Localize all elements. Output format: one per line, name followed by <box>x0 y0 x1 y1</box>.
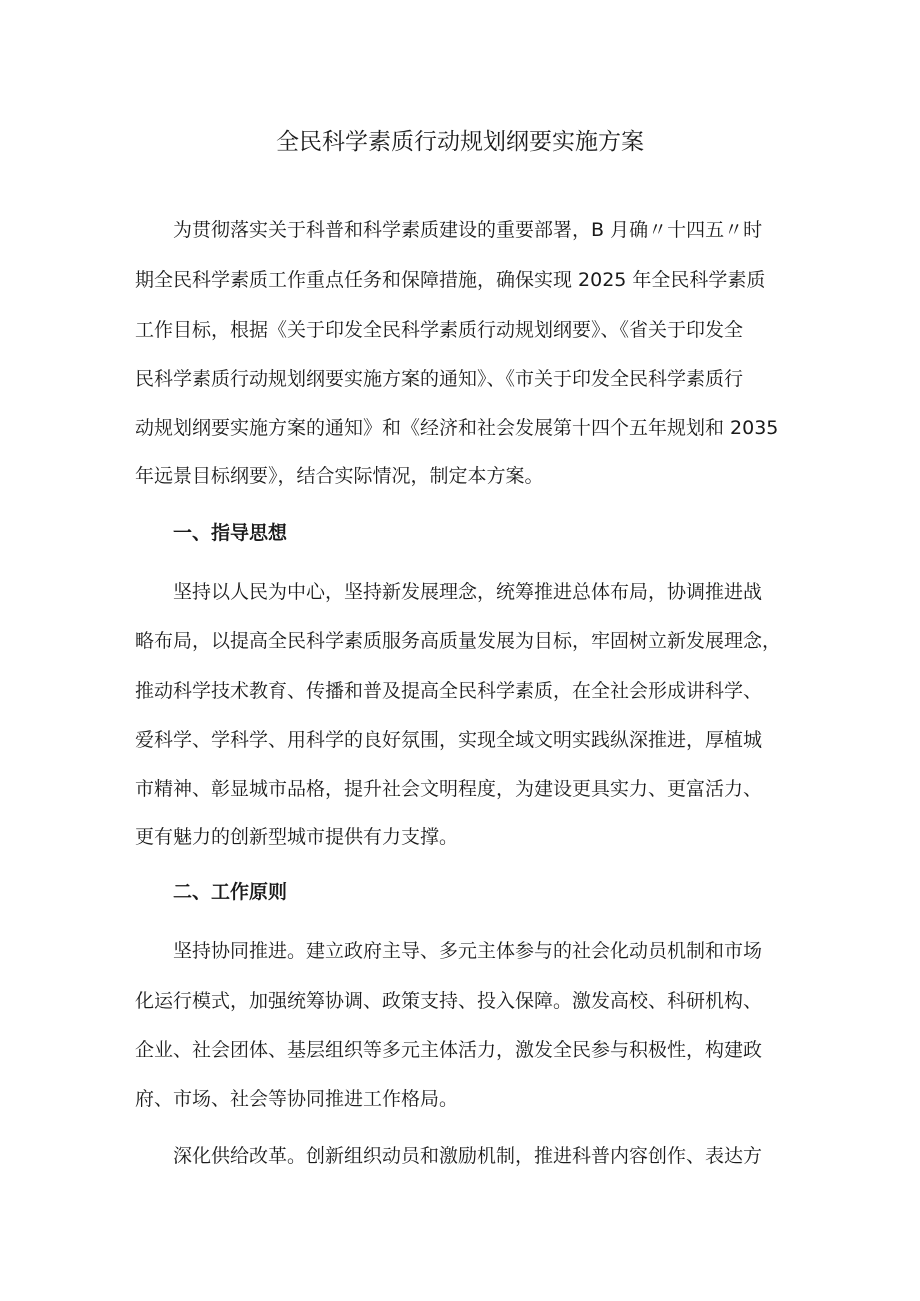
section1-line-2: 略布局，以提高全民科学素质服务高质量发展为目标，牢固树立新发展理念， <box>135 630 782 652</box>
intro-line-6: 年远景目标纲要》，结合实际情况，制定本方案。 <box>135 465 544 487</box>
intro-line-3: 工作目标，根据《关于印发全民科学素质行动规划纲要》、《省关于印发全 <box>135 319 744 341</box>
document-title: 全民科学素质行动规划纲要实施方案 <box>276 129 644 155</box>
section1-line-3: 推动科学技术教育、传播和普及提高全民科学素质，在全社会形成讲科学、 <box>135 680 763 702</box>
intro-line-4: 民科学素质行动规划纲要实施方案的通知》、《市关于印发全民科学素质行 <box>135 368 744 390</box>
section2-p1-line-3: 企业、社会团体、基层组织等多元主体活力，激发全民参与积极性，构建政 <box>135 1039 763 1061</box>
section1-line-4: 爱科学、学科学、用科学的良好氛围，实现全域文明实践纵深推进，厚植城 <box>135 729 763 751</box>
section1-line-5: 市精神、彰显城市品格，提升社会文明程度，为建设更具实力、更富活力、 <box>135 778 763 800</box>
section1-line-6: 更有魅力的创新型城市提供有力支撑。 <box>135 826 459 848</box>
section1-line-1: 坚持以人民为中心，坚持新发展理念，统筹推进总体布局，协调推进战 <box>173 581 763 603</box>
section2-p1-line-2: 化运行模式，加强统筹协调、政策支持、投入保障。激发高校、科研机构、 <box>135 990 763 1012</box>
section-heading-work-principles: 二、工作原则 <box>173 881 288 903</box>
section2-p1-line-4: 府、市场、社会等协同推进工作格局。 <box>135 1088 459 1110</box>
intro-line-5: 动规划纲要实施方案的通知》和《经济和社会发展第十四个五年规划和 2035 <box>135 417 779 439</box>
intro-line-1: 为贯彻落实关于科普和科学素质建设的重要部署，B 月确〃十四五〃时 <box>173 219 763 241</box>
section2-p2-line-1: 深化供给改革。创新组织动员和激励机制，推进科普内容创作、表达方 <box>173 1145 763 1167</box>
intro-line-2: 期全民科学素质工作重点任务和保障措施，确保实现 2025 年全民科学素质 <box>135 269 766 291</box>
section-heading-guiding-ideology: 一、指导思想 <box>173 522 288 544</box>
section2-p1-line-1: 坚持协同推进。建立政府主导、多元主体参与的社会化动员机制和市场 <box>173 940 763 962</box>
